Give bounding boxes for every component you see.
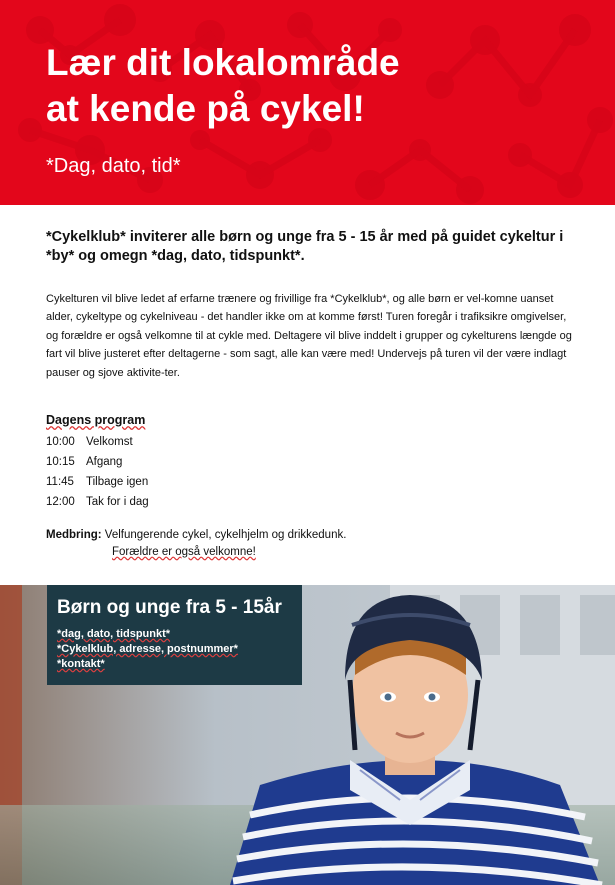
program-time: 10:00: [46, 436, 75, 448]
info-date-line: *dag, dato, tidspunkt*: [57, 628, 171, 640]
program-time: 11:45: [46, 476, 74, 488]
bring-line: [46, 527, 346, 543]
info-address-line: *Cykelklub, adresse, postnummer*: [57, 643, 238, 655]
program-time: 10:15: [46, 456, 75, 468]
event-info-box: [47, 585, 302, 685]
info-contact-line: *kontakt*: [57, 658, 105, 670]
program-label: Velkomst: [86, 436, 133, 448]
program-heading: Dagens program: [46, 413, 146, 427]
program-item: [46, 492, 149, 512]
program-label: Tak for i dag: [86, 496, 149, 508]
page-title: Lær dit lokalområde at kende på cykel!: [46, 42, 400, 129]
program-list: [46, 432, 149, 512]
date-placeholder: *Dag, dato, tid*: [46, 155, 181, 177]
info-lines: [57, 627, 238, 672]
program-label: Tilbage igen: [86, 476, 149, 488]
bring-text: Velfungerende cykel, cykelhjelm og drikkedunk.: [104, 529, 347, 541]
program-label: Afgang: [86, 456, 123, 468]
bring-label: Medbring:: [46, 529, 102, 541]
program-item: [46, 452, 149, 472]
intro-paragraph: Cykelturen vil blive ledet af erfarne trænere og frivillige fra *Cykelklub*, og alle børn er vel-komne uanset alder, cykeltype og cykelniveau - det handler ikke om at komme først! Turen foregår i trafiksikre omgivelser, og forældre er også velkomne til at cykle med. Deltagere vil blive inddelt i grupper og cykelturens længde og fart vil blive justeret efter deltagerne - som sagt, alle kan være med! Undervejs på turen vil der være indlagt pauser og sjove aktivite-ter.: [46, 293, 572, 379]
info-title: Børn og unge fra 5 - 15år: [57, 597, 282, 618]
header-banner: [0, 0, 615, 205]
parents-note: Forældre er også velkomne!: [112, 546, 256, 558]
program-item: [46, 472, 149, 492]
program-item: [46, 432, 149, 452]
program-time: 12:00: [46, 496, 75, 508]
lead-paragraph: *Cykelklub* inviterer alle børn og unge fra 5 - 15 år med på guidet cykeltur i *by* og omegn *dag, dato, tidspunkt*.: [46, 229, 564, 264]
